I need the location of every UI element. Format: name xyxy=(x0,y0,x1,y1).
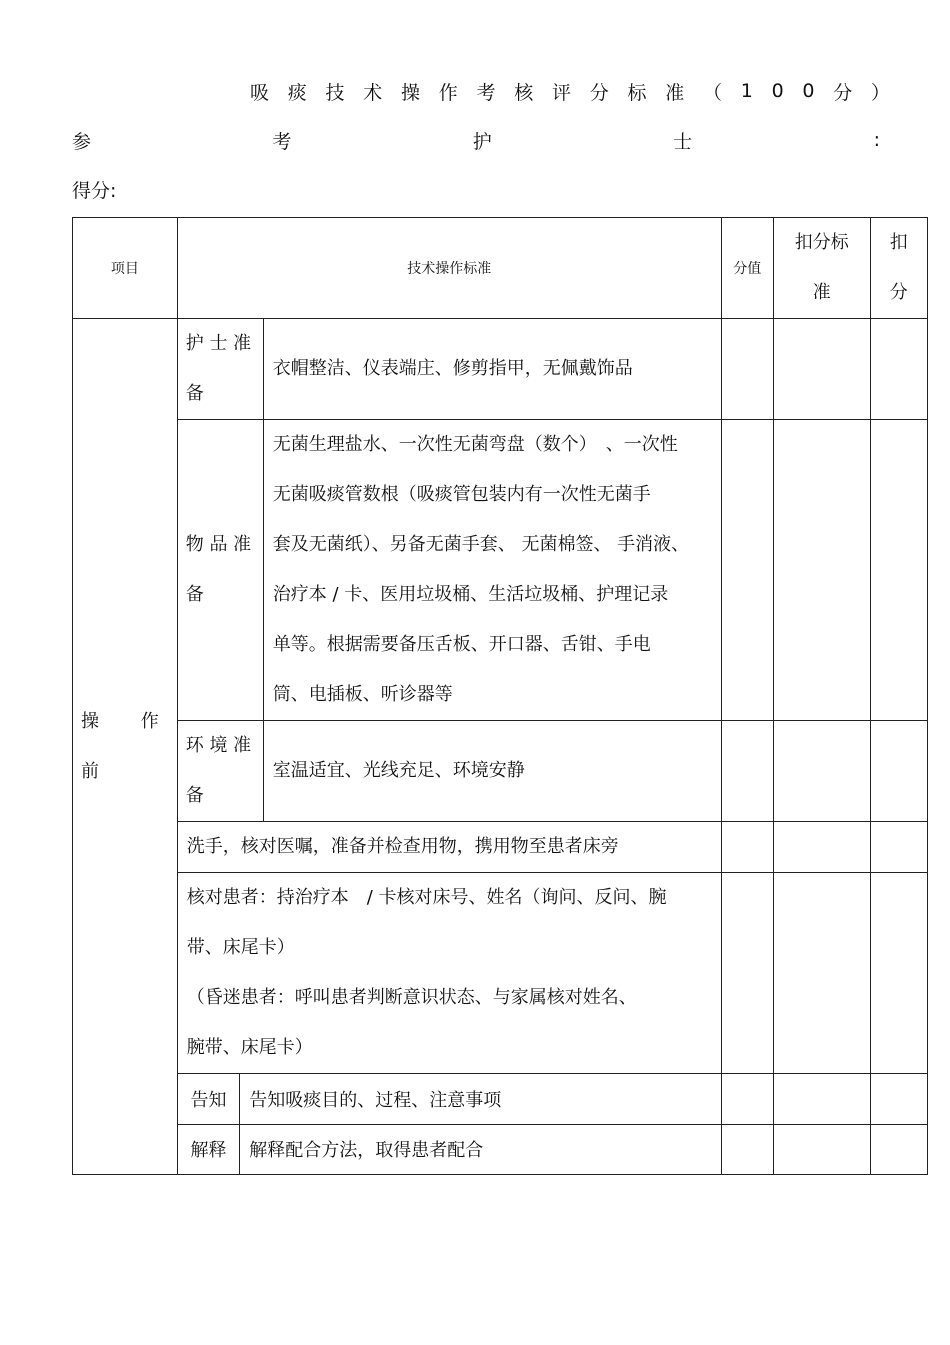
section-label-line2: 前 xyxy=(81,760,117,782)
inform-explain-cell xyxy=(177,1074,721,1175)
deduct-standard-cell[interactable] xyxy=(773,822,870,873)
standard-explain: 解释配合方法，取得患者配合 xyxy=(240,1124,721,1174)
title-char: 0 xyxy=(802,80,815,102)
examinee-line xyxy=(72,127,880,153)
deduction-cell[interactable] xyxy=(871,1124,927,1174)
scoring-table xyxy=(72,217,928,1175)
sub-label-inform: 告知 xyxy=(178,1074,240,1124)
text-line: （昏迷患者：呼叫患者判断意识状态、与家属核对姓名、 xyxy=(186,987,637,1008)
text-line: 带、床尾卡） xyxy=(186,937,295,958)
deduction-split-cell xyxy=(870,1074,927,1175)
points-cell[interactable] xyxy=(721,721,773,822)
sub-label-line1: 环 境 准 xyxy=(185,735,252,756)
title-char: 技 xyxy=(325,81,345,104)
text-line: 无菌吸痰管数根（吸痰管包装内有一次性无菌手 xyxy=(272,484,651,505)
text-line: 单等。根据需要备压舌板、开口器、舌钳、手电 xyxy=(272,634,651,655)
title-char: 1 xyxy=(740,80,753,102)
table-row-nurse-prep xyxy=(73,319,928,420)
sub-label-line1: 物 品 准 xyxy=(185,534,252,555)
header-points: 分值 xyxy=(721,218,773,319)
title-char: （ xyxy=(703,81,723,104)
deduct-standard-cell[interactable] xyxy=(773,721,870,822)
deduct-standard-cell[interactable] xyxy=(773,420,870,721)
examinee-char: 护 xyxy=(472,130,492,153)
deduction-cell[interactable] xyxy=(870,420,927,721)
sub-label-explain: 解释 xyxy=(178,1124,240,1174)
standard-env-prep: 室温适宜、光线充足、环境安静 xyxy=(263,721,721,822)
title-char: 痰 xyxy=(287,81,307,104)
standard-handwash: 洗手，核对医嘱，准备并检查用物，携用物至患者床旁 xyxy=(177,822,721,873)
examinee-char: 参 xyxy=(72,130,92,153)
deduct-standard-cell[interactable] xyxy=(773,319,870,420)
table-row-inform-explain xyxy=(73,1074,928,1175)
deduct-standard-split-cell xyxy=(773,1074,870,1175)
text-line: 腕带、床尾卡） xyxy=(186,1037,313,1058)
text-line: 筒、电插板、听诊器等 xyxy=(272,684,453,705)
deduct-standard-cell[interactable] xyxy=(773,873,870,1074)
title-char: 评 xyxy=(552,81,572,104)
sub-label-line1: 护 士 准 xyxy=(185,333,252,354)
section-label-pre-operation xyxy=(73,319,178,1175)
title-char: 标 xyxy=(627,81,647,104)
deduct-standard-cell[interactable] xyxy=(774,1074,870,1124)
points-cell[interactable] xyxy=(722,1074,773,1124)
table-row-env-prep xyxy=(73,721,928,822)
header-row xyxy=(73,218,928,319)
header-deduction-line1: 扣 xyxy=(889,232,908,253)
standard-inform: 告知吸痰目的、过程、注意事项 xyxy=(240,1074,721,1124)
deduction-cell[interactable] xyxy=(870,319,927,420)
text-line: 核对患者：持治疗本 / 卡核对床号、姓名（询问、反问、腕 xyxy=(186,887,667,908)
score-label: 得分: xyxy=(72,180,117,202)
deduction-cell[interactable] xyxy=(870,822,927,873)
points-cell[interactable] xyxy=(721,319,773,420)
table-row-handwash xyxy=(73,822,928,873)
examinee-char: 考 xyxy=(272,130,292,153)
sub-label-nurse-prep xyxy=(177,319,263,420)
points-cell[interactable] xyxy=(722,1124,773,1174)
deduction-cell[interactable] xyxy=(870,721,927,822)
sub-label-item-prep xyxy=(177,420,263,721)
sub-label-line2: 备 xyxy=(185,785,209,806)
header-deduct-standard-line1: 扣分标 xyxy=(794,232,849,253)
sub-label-line2: 备 xyxy=(185,383,209,404)
deduct-standard-cell[interactable] xyxy=(774,1124,870,1174)
standard-item-prep xyxy=(263,420,721,721)
sub-label-line2: 备 xyxy=(185,584,209,605)
points-cell[interactable] xyxy=(721,873,773,1074)
title-char: 核 xyxy=(514,81,534,104)
text-line: 治疗本 / 卡、医用垃圾桶、生活垃圾桶、护理记录 xyxy=(272,584,669,605)
title-char: 考 xyxy=(476,81,496,104)
inform-explain-subtable xyxy=(178,1074,721,1174)
title-char: 分 xyxy=(833,81,853,104)
header-deduction-line2: 分 xyxy=(889,282,908,303)
examinee-char: : xyxy=(873,129,880,151)
title-char: 术 xyxy=(363,81,383,104)
points-cell[interactable] xyxy=(721,420,773,721)
title-char: 吸 xyxy=(250,81,270,104)
standard-verify-patient xyxy=(177,873,721,1074)
section-label-line1: 操 作 xyxy=(81,710,177,732)
title-char: 分 xyxy=(589,81,609,104)
points-cell[interactable] xyxy=(721,822,773,873)
header-deduction xyxy=(870,218,927,319)
header-deduct-standard-line2: 准 xyxy=(812,282,831,303)
table-row-item-prep xyxy=(73,420,928,721)
table-row-verify-patient xyxy=(73,873,928,1074)
text-line: 无菌生理盐水、一次性无菌弯盘（数个） 、一次性 xyxy=(272,434,678,455)
title-char: 作 xyxy=(438,81,458,104)
title-char: ） xyxy=(870,81,890,104)
title-char: 0 xyxy=(771,80,784,102)
deduction-cell[interactable] xyxy=(871,1074,927,1124)
title-char: 准 xyxy=(665,81,685,104)
header-deduct-standard xyxy=(773,218,870,319)
sub-label-env-prep xyxy=(177,721,263,822)
header-standard: 技术操作标准 xyxy=(177,218,721,319)
text-line: 套及无菌纸）、另备无菌手套、 无菌棉签、 手消液、 xyxy=(272,534,690,555)
examinee-char: 士 xyxy=(673,130,693,153)
deduction-cell[interactable] xyxy=(870,873,927,1074)
header-item: 项目 xyxy=(73,218,178,319)
document-title xyxy=(250,76,890,106)
title-char: 操 xyxy=(401,81,421,104)
points-split-cell xyxy=(721,1074,773,1175)
standard-nurse-prep: 衣帽整洁、仪表端庄、修剪指甲，无佩戴饰品 xyxy=(263,319,721,420)
